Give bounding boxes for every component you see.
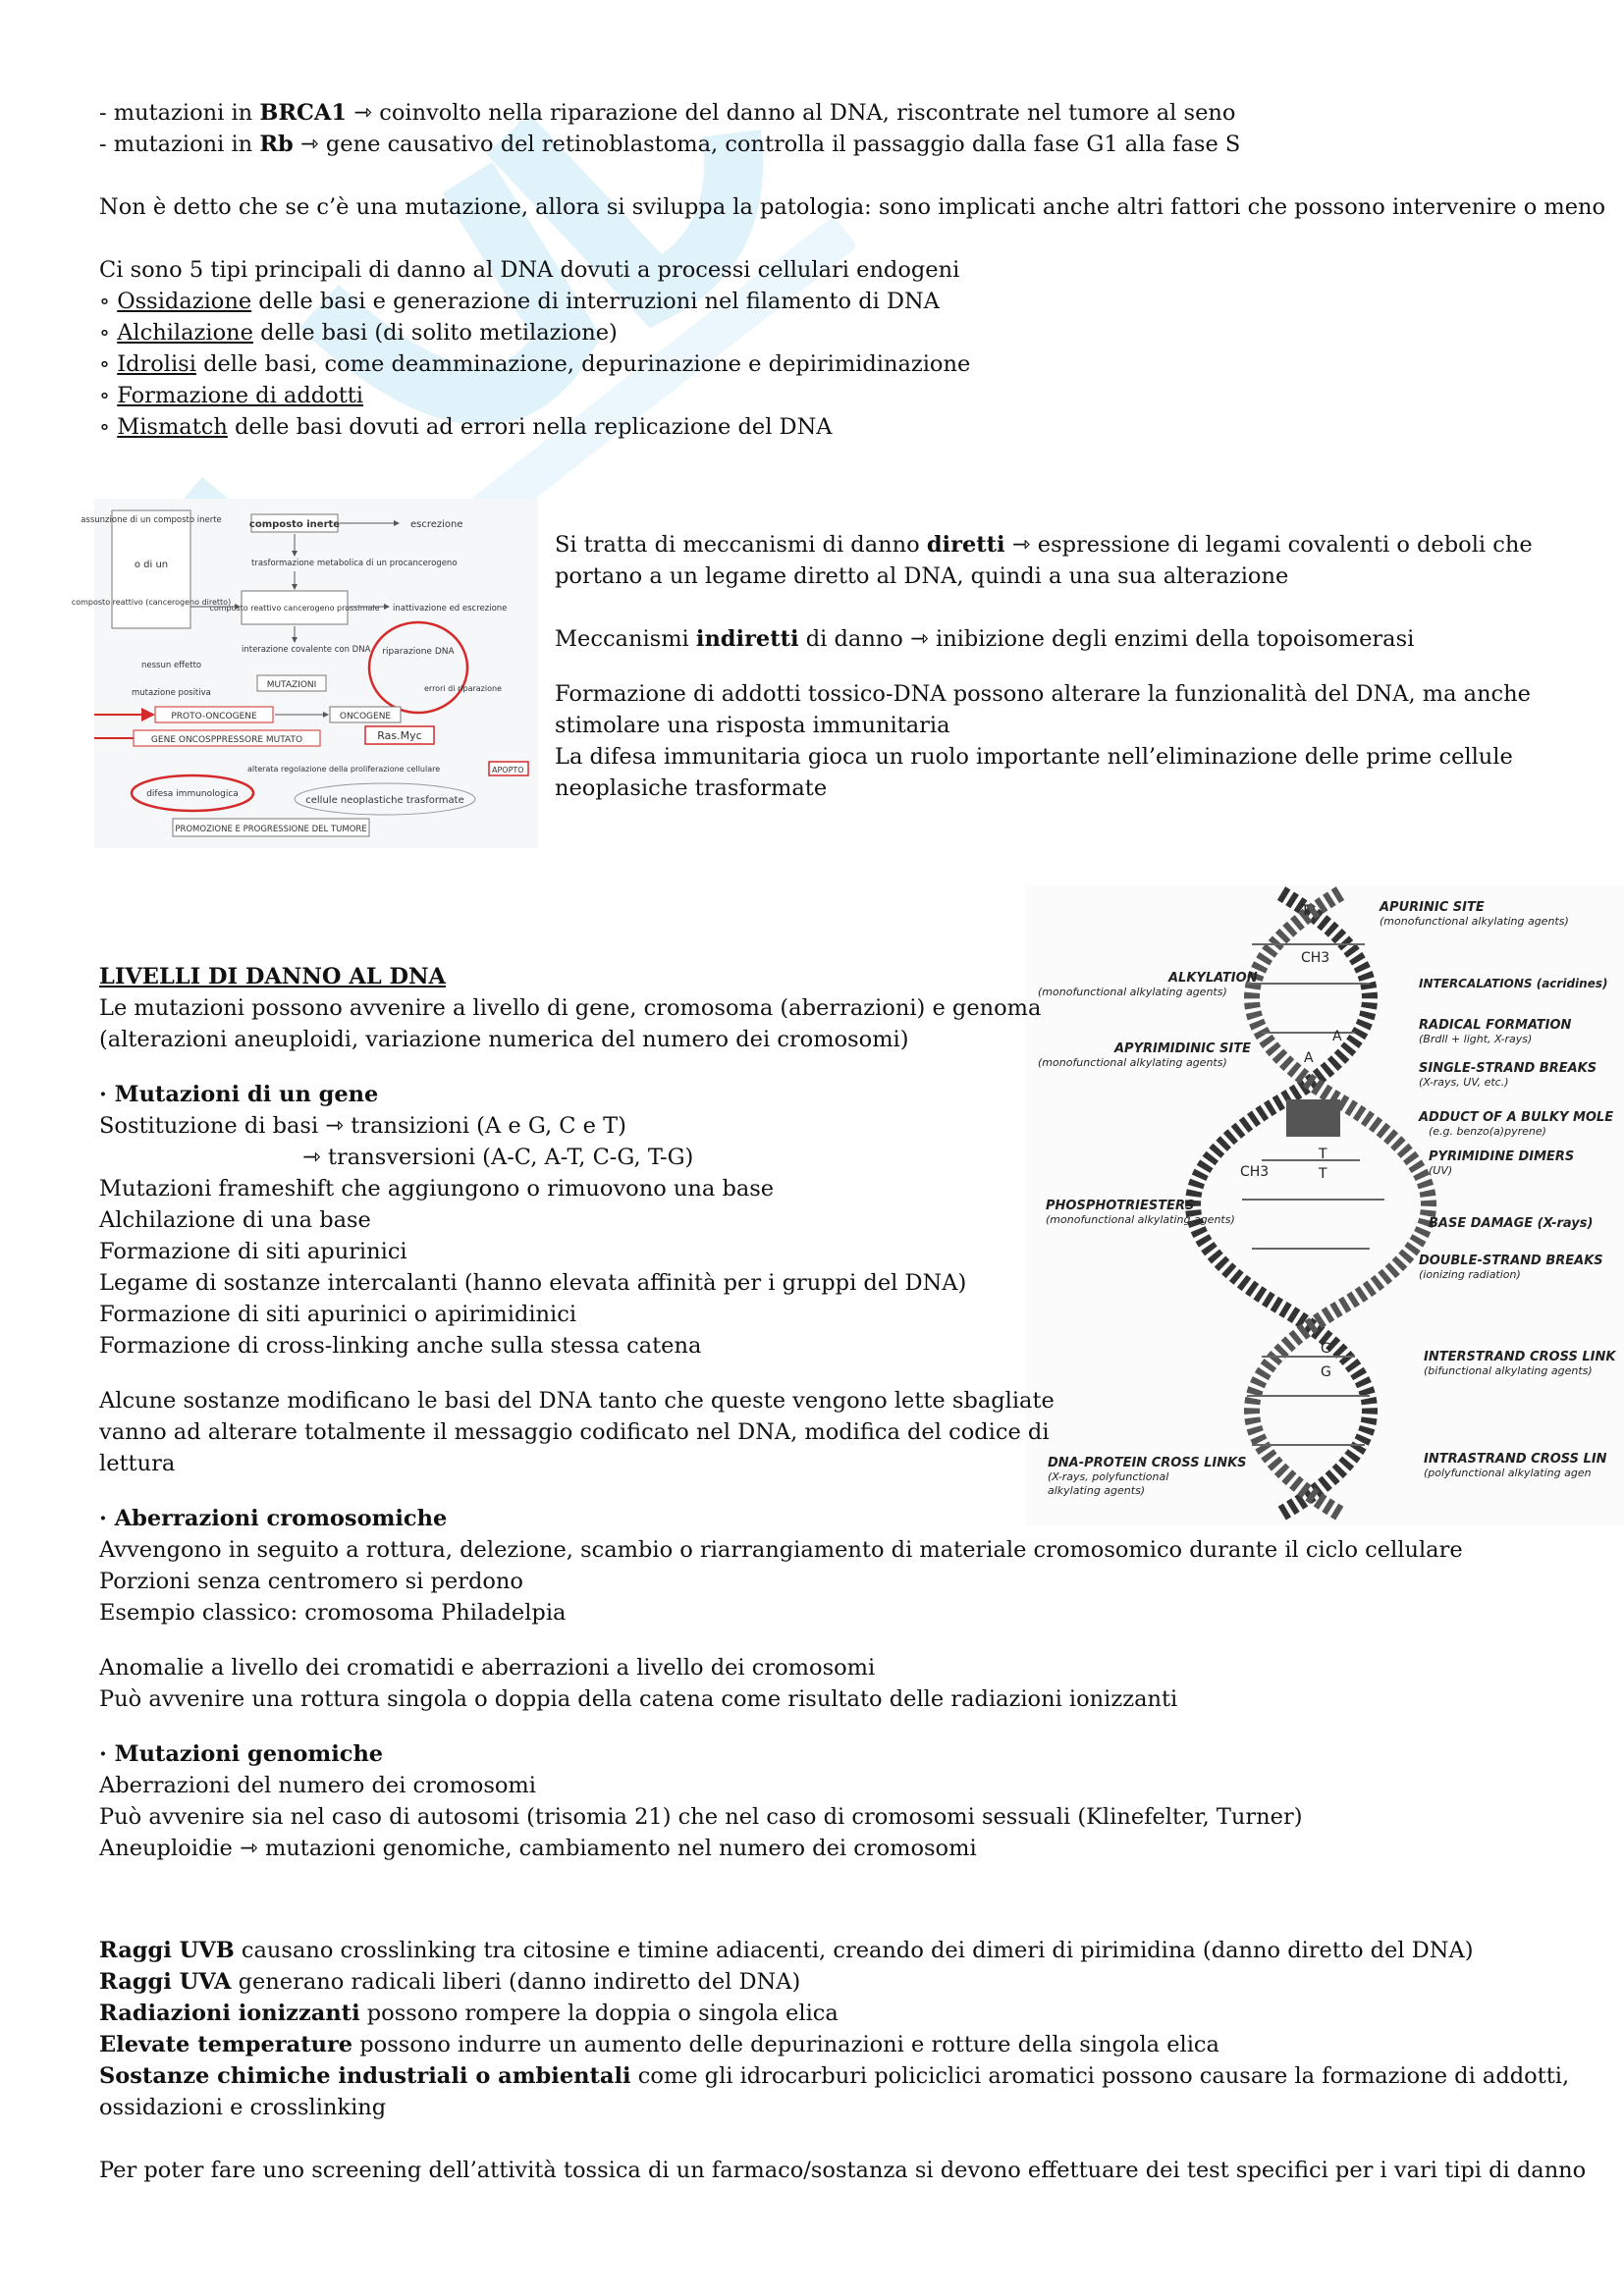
- genomic-title: · Mutazioni genomiche: [99, 1741, 384, 1767]
- reading-line: Alcune sostanze modificano le basi del DNA tanto che queste vengono lette sbagliate: [99, 1388, 1055, 1414]
- dna-label: (monofunctional alkylating agents): [1046, 1213, 1235, 1226]
- dna-label: (X-rays, polyfunctional: [1048, 1470, 1169, 1483]
- diagram-label: GENE ONCOSPPRESSORE MUTATO: [150, 735, 303, 745]
- dna-label: RADICAL FORMATION: [1419, 1018, 1572, 1033]
- dna-label: APYRIMIDINIC SITE: [1114, 1041, 1251, 1056]
- dna-label: DOUBLE-STRAND BREAKS: [1419, 1254, 1603, 1268]
- direct-mechanisms-cont: portano a un legame diretto al DNA, quindi a una sua alterazione: [555, 563, 1289, 589]
- diagram-label: cellule neoplastiche trasformate: [305, 795, 464, 806]
- dna-base-label: G: [1321, 1341, 1331, 1357]
- levels-intro: (alterazioni aneuploidi, variazione numerica del numero dei cromosomi): [99, 1027, 909, 1052]
- reading-line: vanno ad alterare totalmente il messaggio codificato nel DNA, modifica del codice di: [99, 1419, 1050, 1445]
- chrom-line: Avvengono in seguito a rottura, delezione, scambio o riarrangiamento di materiale cromosomico durante il ciclo cellulare: [99, 1537, 1463, 1563]
- agent-line: Sostanze chimiche industriali o ambientali come gli idrocarburi policiclici aromatici possono causare la formazione di addotti,: [99, 2063, 1570, 2089]
- gene-line: Sostituzione di basi ⇾ transizioni (A e G, C e T): [99, 1113, 626, 1139]
- dna-label: (polyfunctional alkylating agen: [1424, 1467, 1592, 1479]
- dna-label: (bifunctional alkylating agents): [1424, 1364, 1593, 1377]
- diagram-label: APOPTO: [492, 766, 524, 774]
- dna-label: PHOSPHOTRIESTERS: [1046, 1199, 1195, 1213]
- dna-label: INTRASTRAND CROSS LIN: [1424, 1452, 1607, 1467]
- genome-line: Aneuploidie ⇾ mutazioni genomiche, cambiamento nel numero dei cromosomi: [99, 1836, 977, 1861]
- diagram-label: inattivazione ed escrezione: [393, 604, 508, 614]
- dna-label: PYRIMIDINE DIMERS: [1429, 1149, 1575, 1164]
- diagram-label: PROTO-ONCOGENE: [171, 712, 257, 721]
- dna-base-label: T: [1319, 1166, 1327, 1182]
- dna-label: (Brdll + light, X-rays): [1419, 1033, 1533, 1045]
- gene-line: Legame di sostanze intercalanti (hanno elevata affinità per i gruppi del DNA): [99, 1270, 967, 1296]
- dna-label: INTERCALATIONS (acridines): [1419, 977, 1608, 990]
- diagram-label: composto inerte: [248, 519, 341, 530]
- dna-label: (X-rays, UV, etc.): [1419, 1076, 1509, 1089]
- direct-mechanisms: Si tratta di meccanismi di danno diretti ⇾ espressione di legami covalenti o deboli che: [555, 532, 1533, 558]
- diagram-label: o di un: [134, 560, 169, 570]
- dna-base-label: CH3: [1240, 1164, 1270, 1180]
- endogenous-item: ∘ Idrolisi delle basi, come deamminazione, depurinazione e depirimidinazione: [99, 351, 971, 377]
- dna-label: (ionizing radiation): [1419, 1268, 1521, 1281]
- dna-damage-figure: [1026, 885, 1624, 1525]
- dna-base-label: G: [1321, 1364, 1331, 1380]
- chrom-line: Anomalie a livello dei cromatidi e aberrazioni a livello dei cromosomi: [99, 1655, 876, 1681]
- gene-mutations-title: · Mutazioni di un gene: [99, 1082, 379, 1107]
- dna-base-label: A: [1304, 1050, 1314, 1066]
- adducts-line: stimolare una risposta immunitaria: [555, 713, 950, 738]
- diagram-label: PROMOZIONE E PROGRESSIONE DEL TUMORE: [175, 825, 367, 834]
- dna-label: ALKYLATION: [1168, 971, 1258, 986]
- chrom-line: Può avvenire una rottura singola o doppia della catena come risultato delle radiazioni ionizzanti: [99, 1686, 1178, 1712]
- gene-line: Mutazioni frameshift che aggiungono o rimuovono una base: [99, 1176, 775, 1201]
- dna-label: alkylating agents): [1048, 1484, 1146, 1497]
- endogenous-item: ∘ Mismatch delle basi dovuti ad errori nella replicazione del DNA: [99, 414, 833, 440]
- chrom-line: Esempio classico: cromosoma Philadelpia: [99, 1600, 567, 1626]
- gene-line: Alchilazione di una base: [99, 1207, 371, 1233]
- dna-label: (UV): [1429, 1164, 1453, 1177]
- diagram-label: riparazione DNA: [382, 647, 455, 657]
- reading-line: lettura: [99, 1451, 176, 1476]
- agent-line: Raggi UVB causano crosslinking tra citosine e timine adiacenti, creando dei dimeri di pirimidina (danno diretto del DNA): [99, 1938, 1474, 1963]
- endogenous-item: ∘ Ossidazione delle basi e generazione di interruzioni nel filamento di DNA: [99, 289, 940, 314]
- dna-label: (monofunctional alkylating agents): [1380, 915, 1569, 928]
- final-note: Per poter fare uno screening dell’attività tossica di un farmaco/sostanza si devono effettuare dei test specifici per i vari tipi di danno: [99, 2158, 1587, 2183]
- gene-line: Formazione di cross-linking anche sulla stessa catena: [99, 1333, 702, 1359]
- agent-line: Radiazioni ionizzanti possono rompere la doppia o singola elica: [99, 2001, 839, 2026]
- brca1-line: - mutazioni in BRCA1 ⇾ coinvolto nella riparazione del danno al DNA, riscontrate nel tumore al seno: [99, 100, 1236, 126]
- dna-label: (e.g. benzo(a)pyrene): [1429, 1125, 1546, 1138]
- levels-heading: LIVELLI DI DANNO AL DNA: [99, 964, 447, 989]
- genome-line: Può avvenire sia nel caso di autosomi (trisomia 21) che nel caso di cromosomi sessuali (Klinefelter, Turner): [99, 1804, 1303, 1830]
- diagram-label: ONCOGENE: [339, 712, 392, 721]
- diagram-label: alterata regolazione della proliferazione cellulare: [247, 765, 441, 774]
- dna-label: (monofunctional alkylating agents): [1038, 986, 1227, 998]
- indirect-mechanisms: Meccanismi indiretti di danno ⇾ inibizione degli enzimi della topoisomerasi: [555, 626, 1415, 652]
- dna-base-label: CH3: [1301, 950, 1330, 966]
- adducts-line: La difesa immunitaria gioca un ruolo importante nell’eliminazione delle prime cellule: [555, 744, 1513, 770]
- endogenous-intro: Ci sono 5 tipi principali di danno al DNA dovuti a processi cellulari endogeni: [99, 257, 960, 283]
- levels-intro: Le mutazioni possono avvenire a livello di gene, cromosoma (aberrazioni) e genoma: [99, 995, 1042, 1021]
- mutation-note: Non è detto che se c’è una mutazione, allora si sviluppa la patologia: sono implicati anche altri fattori che possono intervenire o meno: [99, 194, 1606, 220]
- agent-line: ossidazioni e crosslinking: [99, 2095, 387, 2120]
- diagram-label: errori di riparazione: [424, 684, 502, 693]
- dna-label: INTERSTRAND CROSS LINK: [1424, 1350, 1616, 1364]
- genome-line: Aberrazioni del numero dei cromosomi: [99, 1773, 536, 1798]
- gene-line: ⇾ transversioni (A-C, A-T, C-G, T-G): [302, 1145, 694, 1170]
- dna-label: APURINIC SITE: [1380, 900, 1485, 915]
- agent-line: Raggi UVA generano radicali liberi (danno indiretto del DNA): [99, 1969, 801, 1995]
- dna-label: BASE DAMAGE (X-rays): [1429, 1216, 1594, 1231]
- diagram-label: escrezione: [410, 519, 463, 530]
- dna-base-label: A: [1332, 1029, 1342, 1044]
- agent-line: Elevate temperature possono indurre un aumento delle depurinazioni e rotture della singola elica: [99, 2032, 1219, 2057]
- diagram-label: interazione covalente con DNA: [242, 645, 371, 655]
- adducts-line: Formazione di addotti tossico-DNA possono alterare la funzionalità del DNA, ma anche: [555, 681, 1531, 707]
- diagram-label: MUTAZIONI: [266, 680, 317, 690]
- diagram-label: difesa immunologica: [146, 789, 239, 799]
- endogenous-item: ∘ Formazione di addotti: [99, 383, 363, 408]
- dna-base-label: T: [1301, 903, 1310, 919]
- rb-line: - mutazioni in Rb ⇾ gene causativo del retinoblastoma, controlla il passaggio dalla fase G1 alla fase S: [99, 132, 1241, 157]
- dna-base-label: T: [1319, 1147, 1327, 1162]
- gene-line: Formazione di siti apurinici o apirimidinici: [99, 1302, 577, 1327]
- diagram-label: mutazione positiva: [132, 688, 211, 698]
- diagram-label: composto reattivo cancerogeno prossimale: [209, 604, 380, 613]
- dna-label: SINGLE-STRAND BREAKS: [1419, 1061, 1597, 1076]
- chromosomal-title: · Aberrazioni cromosomiche: [99, 1506, 448, 1531]
- diagram-label: assunzione di un composto inerte: [81, 515, 222, 525]
- dna-label: (monofunctional alkylating agents): [1038, 1056, 1227, 1069]
- diagram-label: Ras.Myc: [377, 729, 422, 742]
- endogenous-item: ∘ Alchilazione delle basi (di solito metilazione): [99, 320, 618, 346]
- diagram-label: composto reattivo (cancerogeno diretto): [71, 598, 232, 607]
- gene-line: Formazione di siti apurinici: [99, 1239, 407, 1264]
- carcinogenesis-diagram: [71, 499, 538, 848]
- adducts-line: neoplasiche trasformate: [555, 775, 828, 801]
- diagram-label: nessun effetto: [141, 661, 202, 670]
- dna-label: DNA-PROTEIN CROSS LINKS: [1048, 1456, 1247, 1470]
- diagram-label: trasformazione metabolica di un procancerogeno: [251, 559, 458, 568]
- dna-label: ADDUCT OF A BULKY MOLE: [1419, 1110, 1614, 1125]
- chrom-line: Porzioni senza centromero si perdono: [99, 1569, 523, 1594]
